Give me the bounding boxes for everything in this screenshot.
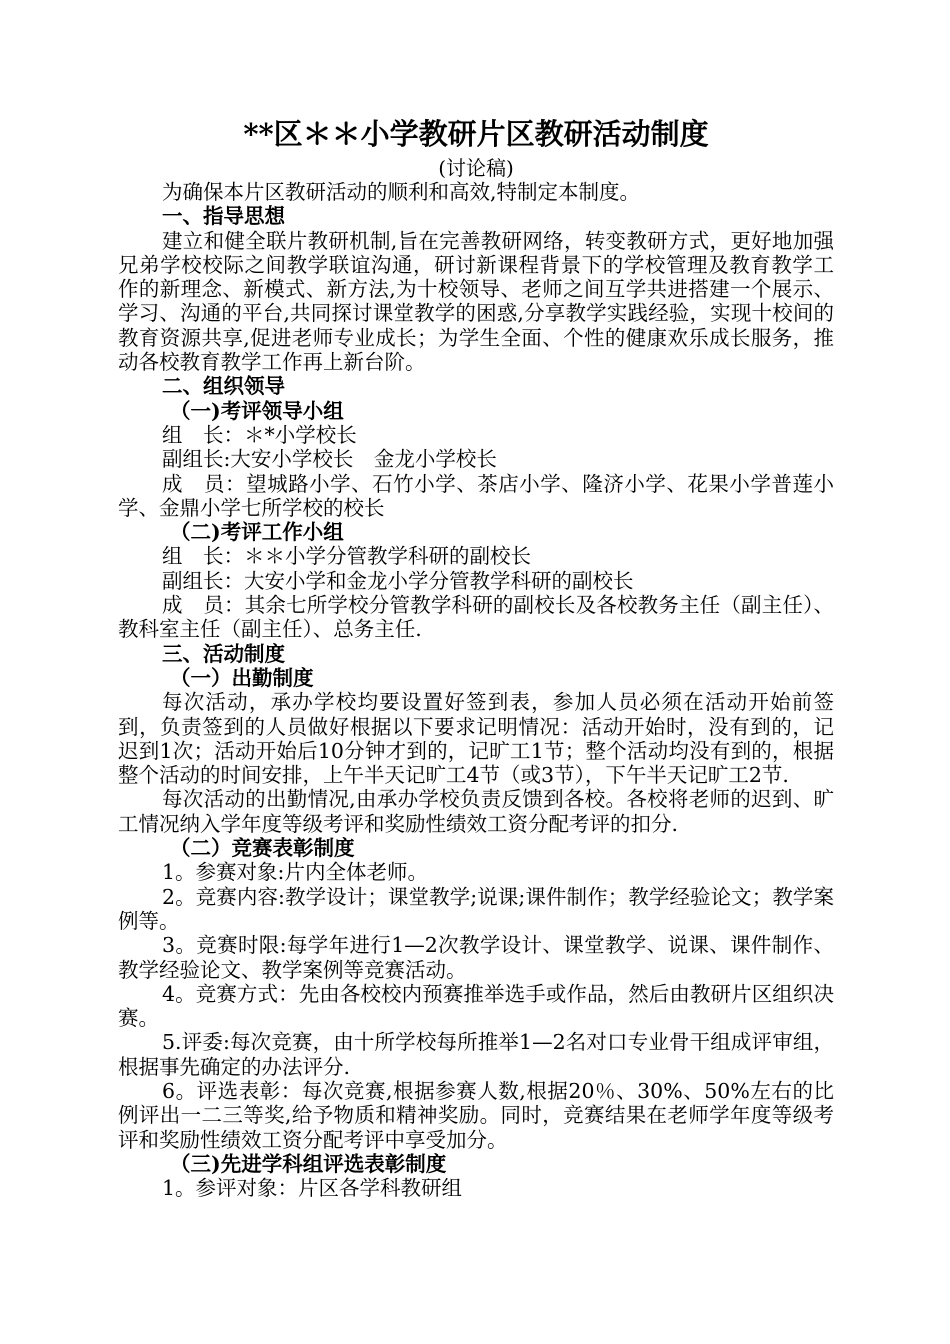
- guiding-paragraph: 建立和健全联片教研机制,旨在完善教研网络，转变教研方式，更好地加强兄弟学校校际之间教学联谊沟通，研讨新课程背景下的学校管理及教育教学工作的新理念、新模式、新方法,为十校领导、老师之间互学共进搭建一个展示、学习、沟通的平台,共同探讨课堂教学的困惑,分享教学实践经验，实现十校间的教育资源共享,促进老师专业成长；为学生全面、个性的健康欢乐成长服务，推动各校教育教学工作再上新台阶。: [118, 228, 834, 375]
- subsection-heading-group1: （一)考评领导小组: [170, 398, 344, 423]
- competition-item: 3。竞赛时限:每学年进行1—2次教学设计、课堂教学、说课、课件制作、教学经验论文、教学案例等竞赛活动。: [118, 933, 834, 982]
- competition-item: 1。参赛对象:片内全体老师。: [162, 860, 428, 885]
- subsection-heading-attendance: （一）出勤制度: [170, 665, 314, 690]
- advanced-item: 1。参评对象：片区各学科教研组: [162, 1176, 463, 1201]
- subsection-heading-advanced: （三)先进学科组评选表彰制度: [170, 1151, 447, 1176]
- section-heading-organization: 二、组织领导: [162, 374, 285, 399]
- group1-deputy: 副组长:大安小学校长 金龙小学校长: [162, 447, 497, 472]
- attendance-paragraph-1: 每次活动，承办学校均要设置好签到表，参加人员必须在活动开始前签到，负责签到的人员做好根据以下要求记明情况：活动开始时，没有到的，记迟到1次；活动开始后10分钟才到的，记旷工1节；整个活动均没有到的，根据整个活动的时间安排，上午半天记旷工4节（或3节），下午半天记旷工2节.: [118, 690, 834, 788]
- document-subtitle: (讨论稿): [438, 156, 514, 180]
- document-title: **区＊＊小学教研片区教研活动制度: [243, 117, 709, 151]
- group1-leader: 组 长：＊*小学校长: [162, 422, 357, 447]
- group2-members: 成 员：其余七所学校分管教学科研的副校长及各校教务主任（副主任）、教科室主任（副主任）、总务主任.: [118, 593, 834, 642]
- group2-deputy: 副组长：大安小学和金龙小学分管教学科研的副校长: [162, 568, 634, 593]
- competition-item: 6。评选表彰：每次竞赛,根据参赛人数,根据20％、30%、50%左右的比例评出一二三等奖,给予物质和精神奖励。同时，竞赛结果在老师学年度等级考评和奖励性绩效工资分配考评中享受加分。: [118, 1078, 834, 1152]
- group2-leader: 组 长：＊＊小学分管教学科研的副校长: [162, 544, 531, 569]
- competition-item: 5.评委:每次竞赛，由十所学校每所推举1—2名对口专业骨干组成评审组，根据事先确定的办法评分.: [118, 1030, 834, 1079]
- competition-item: 4。竞赛方式：先由各校校内预赛推举选手或作品，然后由教研片区组织决赛。: [118, 981, 834, 1031]
- section-heading-guiding: 一、指导思想: [162, 204, 285, 229]
- section-heading-activities: 三、活动制度: [162, 641, 285, 666]
- attendance-paragraph-2: 每次活动的出勤情况,由承办学校负责反馈到各校。各校将老师的迟到、旷工情况纳入学年度等级考评和奖励性绩效工资分配考评的扣分.: [118, 787, 834, 836]
- group1-members: 成 员：望城路小学、石竹小学、茶店小学、隆济小学、花果小学普莲小学、金鼎小学七所学校的校长: [118, 471, 834, 520]
- document-page: [118, 112, 834, 1200]
- intro-paragraph: 为确保本片区教研活动的顺利和高效,特制定本制度。: [162, 180, 641, 204]
- subsection-heading-competition: （二）竞赛表彰制度: [170, 836, 355, 861]
- subsection-heading-group2: （二)考评工作小组: [170, 520, 344, 545]
- competition-item: 2。竞赛内容:教学设计；课堂教学;说课;课件制作；教学经验论文；教学案例等。: [118, 884, 834, 933]
